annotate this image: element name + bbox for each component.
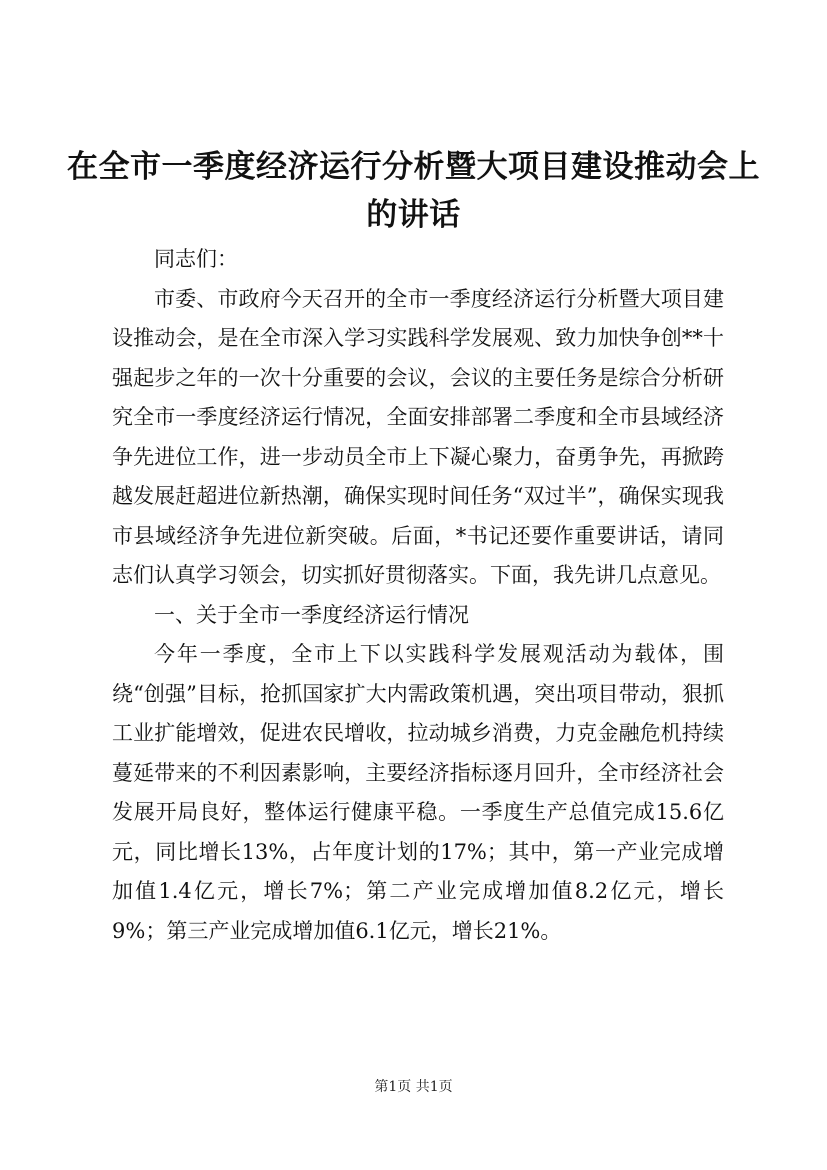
- salutation: 同志们：: [154, 247, 238, 271]
- page-number-footer: 第1页 共1页: [374, 1079, 453, 1095]
- section-paragraph: 今年一季度，全市上下以实践科学发展观活动为载体，围绕“创强”目标，抢抓国家扩大内需政策机遇，突出项目带动，狠抓工业扩能增效，促进农民增收，拉动城乡消费，力克金融危机持续蔓延带来的不利因素影响，主要经济指标逐月回升，全市经济社会发展开局良好，整体运行健康平稳。一季度生产总值完成15.6亿元，同比增长13%，占年度计划的17%；其中，第一产业完成增加值1.4亿元，增长7%；第二产业完成增加值8.2亿元，增长9%；第三产业完成增加值6.1亿元，增长21%。: [112, 642, 724, 943]
- section-heading: 一、关于全市一季度经济运行情况: [154, 602, 469, 627]
- document-body: [112, 240, 724, 951]
- document-title: 在全市一季度经济运行分析暨大项目建设推动会上的讲话: [67, 149, 760, 233]
- intro-paragraph: 市委、市政府今天召开的全市一季度经济运行分析暨大项目建设推动会，是在全市深入学习实践科学发展观、致力加快争创**十强起步之年的一次十分重要的会议，会议的主要任务是综合分析研究全市一季度经济运行情况，全面安排部署二季度和全市县域经济争先进位工作，进一步动员全市上下凝心聚力，奋勇争先，再掀跨越发展赶超进位新热潮，确保实现时间任务“双过半”，确保实现我市县域经济争先进位新突破。后面，*书记还要作重要讲话，请同志们认真学习领会，切实抓好贯彻落实。下面，我先讲几点意见。: [112, 286, 724, 587]
